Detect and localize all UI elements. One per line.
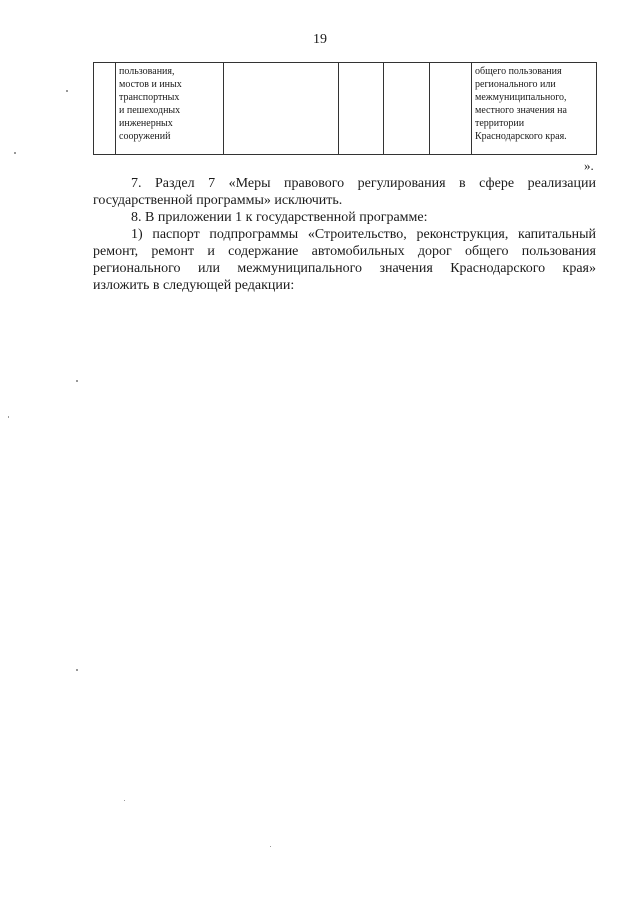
paragraph-line: государственной программы» исключить. (93, 193, 343, 208)
table-cell: пользования, мостов и иных транспортных и пешеходных инженерных сооружений (116, 63, 224, 155)
paragraph-line: регионального или межмуниципального значения Краснодарского края» (93, 261, 596, 276)
table-cell (339, 63, 384, 155)
table-row (94, 63, 597, 155)
paragraph-item-8 (93, 209, 596, 226)
scan-speck (124, 800, 125, 801)
table-cell: общего пользования регионального или межмуниципального, местного значения на территории Краснодарского края. (472, 63, 597, 155)
closing-quote: ». (584, 158, 594, 173)
scan-speck (270, 846, 271, 847)
paragraph-section-7 (93, 175, 596, 209)
paragraph-line: 1) паспорт подпрограммы «Строительство, реконструкция, капитальный (131, 227, 596, 242)
scan-speck (8, 416, 9, 418)
paragraph-line: 8. В приложении 1 к государственной программе: (131, 210, 428, 225)
table-cell (94, 63, 116, 155)
paragraph-line: ремонт, ремонт и содержание автомобильных дорог общего пользования (93, 244, 596, 259)
page-number: 19 (313, 32, 327, 47)
scan-speck (76, 669, 78, 671)
continuation-table (93, 62, 597, 155)
table-cell (384, 63, 430, 155)
paragraph-subitem-1 (93, 226, 596, 294)
scan-speck (76, 380, 78, 382)
scan-speck (66, 90, 68, 92)
paragraph-line: изложить в следующей редакции: (93, 278, 295, 293)
paragraph-line: 7. Раздел 7 «Меры правового регулирования в сфере реализации (131, 176, 596, 191)
table-cell (224, 63, 339, 155)
table-cell (430, 63, 472, 155)
scan-speck (14, 152, 16, 154)
